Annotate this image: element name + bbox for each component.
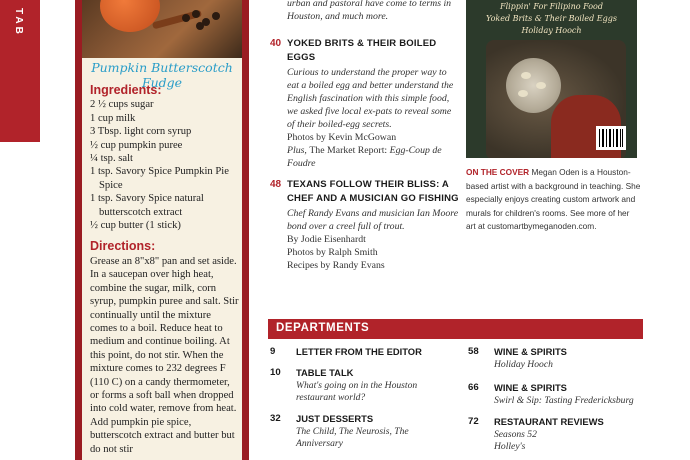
cover-line: Holiday Hooch	[521, 26, 582, 35]
department-entry[interactable]	[468, 382, 653, 407]
feature-intro-text: urban and pastoral have come to terms in Houston, and much more.	[287, 0, 452, 22]
recipe-body	[90, 84, 240, 456]
feature-title: YOKED BRITS & THEIR BOILED EGGS	[287, 38, 437, 63]
ingredient-item: 1 tsp. Savory Spice natural butterscotch extract	[90, 193, 204, 218]
section-tab	[0, 0, 40, 142]
recipe-title: Pumpkin Butterscotch Fudge	[91, 60, 233, 90]
department-subtitle: The Child, The Neurosis, The Anniversary	[296, 425, 409, 449]
department-entry[interactable]	[468, 416, 653, 453]
directions-heading: Directions:	[90, 239, 156, 254]
feature-credit: Photos by Ralph Smith	[287, 247, 378, 258]
department-page-number: 58	[468, 346, 479, 357]
department-entry[interactable]	[270, 413, 455, 450]
barcode-icon	[596, 126, 626, 150]
ingredient-item: 1 tsp. Savory Spice Pumpkin Pie Spice	[90, 166, 229, 191]
ingredient-item: ½ cup pumpkin puree	[90, 139, 183, 151]
feature-description: Curious to understand the proper way to eat a boiled egg and better understand the English fascination with this simple food, we asked five local ex-pats to reveal some of their boiled-egg secrets.	[287, 67, 454, 130]
cover-caption	[466, 166, 641, 234]
recipe-card	[75, 0, 249, 460]
feature-story[interactable]	[270, 37, 460, 170]
cover-caption-text: Megan Oden is a Houston-based artist with a background in teaching. She especially enjoys creating custom artwork and murals for children's rooms. See more of her art at customartbymeganoden.com.	[466, 167, 641, 231]
ingredients-heading: Ingredients:	[90, 83, 162, 97]
feature-page-number: 40	[270, 38, 282, 49]
department-subtitle: Holley's	[494, 440, 526, 452]
cover-line: Yoked Brits & Their Boiled Eggs	[486, 14, 617, 23]
department-title: WINE & SPIRITS	[494, 346, 567, 357]
ingredient-item: 2 ½ cups sugar	[90, 99, 154, 111]
department-title: JUST DESSERTS	[296, 413, 374, 424]
department-subtitle: What's going on in the Houston restaurant world?	[296, 379, 418, 403]
cover-image[interactable]	[466, 0, 637, 158]
feature-title: TEXANS FOLLOW THEIR BLISS: A CHEF AND A MUSICIAN GO FISHING	[287, 179, 459, 204]
ingredient-item: 3 Tbsp. light corn syrup	[90, 126, 192, 138]
ingredient-item: ¼ tsp. salt	[90, 153, 133, 165]
feature-story[interactable]	[270, 178, 460, 272]
cover-caption-label: ON THE COVER	[466, 167, 530, 177]
section-tab-label: TAB	[13, 8, 24, 37]
department-title: RESTAURANT REVIEWS	[494, 416, 604, 427]
department-entry[interactable]	[270, 367, 455, 404]
ingredient-item: 1 cup milk	[90, 112, 136, 124]
feature-credit: Recipes by Randy Evans	[287, 260, 385, 271]
departments-header	[268, 319, 643, 339]
department-title: LETTER FROM THE EDITOR	[296, 346, 422, 357]
department-page-number: 72	[468, 416, 479, 427]
feature-description: Chef Randy Evans and musician Ian Moore bond over a creel full of trout.	[287, 208, 459, 232]
department-subtitle: Seasons 52	[494, 428, 537, 440]
department-entry[interactable]	[468, 346, 653, 371]
ingredient-item: ½ cup butter (1 stick)	[90, 220, 181, 232]
department-page-number: 66	[468, 382, 479, 393]
feature-credit: By Jodie Eisenhardt	[287, 234, 366, 245]
department-title: WINE & SPIRITS	[494, 382, 567, 393]
department-subtitle: Swirl & Sip: Tasting Fredericksburg	[494, 394, 634, 406]
feature-credit: Plus, The Market Report: Egg-Coup de Foudre	[287, 145, 442, 169]
department-page-number: 32	[270, 413, 281, 424]
department-page-number: 9	[270, 346, 276, 357]
recipe-photo	[82, 0, 242, 58]
department-subtitle: Holiday Hooch	[494, 358, 553, 370]
departments-heading: DEPARTMENTS	[276, 322, 370, 334]
department-page-number: 10	[270, 367, 281, 378]
feature-credit: Photos by Kevin McGowan	[287, 132, 397, 143]
directions-text: Grease an 8"x8" pan and set aside. In a saucepan over high heat, combine the sugar, milk, corn syrup, pumpkin puree and salt. Stir continually until the mixture comes to a boil. Reduce heat to medium and continue boiling. At this point, do not stir. When the mixture comes to 232 degrees F (110 C) on a candy thermometer, or forms a soft ball when dropped into cold water, remove from heat. Add pumpkin pie spice, butterscotch extract and butter but do not stir	[90, 255, 239, 455]
cover-line: Flippin' For Filipino Food	[500, 2, 603, 11]
department-entry[interactable]	[270, 346, 455, 359]
department-title: TABLE TALK	[296, 367, 354, 378]
feature-page-number: 48	[270, 179, 282, 190]
